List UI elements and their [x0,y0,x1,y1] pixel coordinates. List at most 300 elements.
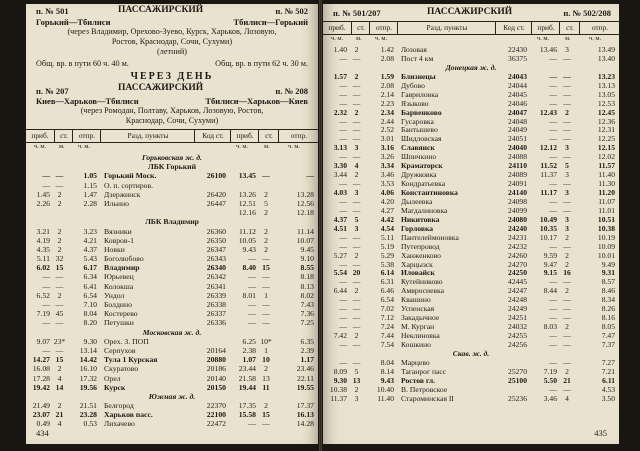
departure-cell: 6.11 [602,375,615,385]
departure-cell: 1.47 [83,189,97,199]
station-cell: Юрьевец [104,272,134,282]
departure-cell: 1.59 [380,71,394,81]
station-cell: Горький Моск. [104,171,157,181]
station-cell: Орел [104,373,121,383]
arrival-cell: — [339,322,347,332]
table-row [323,216,619,225]
stop-cell: 2 [354,45,359,54]
arrival-cell: — [549,196,557,206]
arrival-cell: 7.42 [333,331,347,340]
code-cell: 24249 [508,304,527,314]
stop-cell: — [262,419,270,429]
departure-cell: 11.01 [598,205,615,215]
arrival-cell: 13.26 [238,189,256,199]
stop-cell: — [55,318,64,328]
departure-cell: 12.25 [597,134,615,144]
code-cell: 22430 [508,45,527,54]
stop-cell: 1 [264,290,268,300]
stop-cell: — [55,272,64,282]
departure-cell: 4.21 [83,235,97,245]
stop-cell: 2 [57,364,62,374]
table-row [323,100,619,109]
departure-cell: 11.40 [598,170,615,180]
via-line: (летний) [157,46,187,56]
stop-cell: 2 [354,286,359,296]
arrival-cell: 19.44 [238,382,256,392]
station-cell: Пост 4 км [401,53,434,63]
arrival-cell: 8.01 [242,290,256,300]
railway-section-title: Южная ж. д. [148,391,196,401]
arrival-cell: 4.37 [333,214,347,224]
station-cell: Тула 1 Курская [104,355,158,365]
table-row [26,272,318,281]
stop-cell: 2 [57,198,62,208]
departure-cell: 14.42 [79,355,97,365]
arrival-cell: 2.32 [333,107,347,117]
stop-cell: 2 [57,401,62,411]
departure-cell: 10.40 [376,384,394,394]
code-cell: 26420 [206,189,226,199]
code-cell: 24140 [508,188,527,197]
train-208-label: п. № 208 [275,86,308,96]
stop-cell: 21 [563,375,571,385]
stop-cell: — [352,116,361,126]
stop-cell: — [352,205,361,215]
arrival-cell: 12.12 [539,143,557,153]
departure-cell: 6.54 [380,295,394,305]
table-row [26,309,318,318]
stop-cell: 3 [354,223,359,233]
stop-cell: — [262,281,270,291]
stop-cell: 45 [55,309,64,319]
departure-cell: 3.50 [601,393,615,403]
departure-cell: 9.49 [601,259,615,269]
arrival-cell: 21.49 [32,401,50,411]
departure-cell: 7.44 [380,331,394,340]
arrival-cell: 11.37 [330,393,347,403]
table-row [26,318,318,327]
route-gorky-tbilisi: Горький—Тбилиси [36,17,111,27]
table-row [323,261,619,270]
table-row [26,383,318,392]
arrival-cell: — [549,295,557,305]
stop-cell: — [262,254,270,264]
arrival-cell: 10.17 [539,232,557,242]
station-cell: Ильино [104,198,129,208]
arrival-cell: 8.09 [333,366,347,376]
departure-cell: 3.34 [380,161,394,171]
arrival-cell: 21.58 [238,373,256,383]
arrival-cell: 8.40 [242,263,256,273]
departure-cell: 8.57 [601,277,615,287]
departure-cell: 7.02 [380,304,394,314]
stop-cell: 3 [565,214,569,224]
departure-cell: 11.20 [598,188,615,197]
arrival-cell: 3.30 [333,161,347,171]
table-row [323,359,619,368]
stop-cell: — [352,277,361,287]
arrival-cell: — [248,300,256,309]
table-row [323,180,619,189]
station-cell: Харьков пасс. [104,410,153,420]
departure-cell: 12.56 [296,198,314,208]
stop-cell: 2 [354,384,359,394]
table-row [323,46,619,55]
table-row [323,91,619,100]
code-cell: 26341 [206,281,226,291]
departure-cell: 10.07 [296,235,314,245]
station-cell: Ундол [104,290,125,300]
stop-cell: 14 [55,382,64,392]
col-departure-2: отпр. [278,130,318,142]
station-cell: Путепровод [401,241,440,251]
stop-cell: — [352,196,361,206]
station-cell: Лихачево [104,419,135,429]
stop-cell: 3 [354,393,359,403]
departure-cell: 5.43 [83,254,97,264]
stop-cell: 10 [262,355,270,365]
route-tbilisi-gorky: Тбилиси—Горький [233,17,308,27]
stop-cell: — [352,313,361,323]
right-title: ПАССАЖИРСКИЙ [427,7,513,17]
arrival-cell: — [339,179,347,189]
arrival-cell: — [549,98,557,108]
departure-cell: 3.16 [380,143,394,153]
arrival-cell: — [549,384,557,394]
stop-cell: — [563,89,571,99]
arrival-cell: — [549,125,557,135]
arrival-cell: 16.08 [32,364,50,374]
code-cell: 24046 [508,98,527,108]
table-row [323,395,619,404]
table-row [26,337,318,346]
code-cell: 24240 [508,223,527,233]
arrival-cell: 15.58 [238,410,256,420]
departure-cell: 13.05 [597,89,615,99]
arrival-cell: — [339,152,347,162]
table-row [323,243,619,252]
col-departure-2: отпр. [579,22,619,34]
table-row [323,126,619,135]
stop-cell: 2 [565,232,569,242]
departure-cell: 3.23 [83,226,97,236]
units-row [26,143,318,151]
stop-cell: — [563,125,571,135]
stop-cell: — [352,232,361,242]
arrival-cell: 11.52 [540,161,557,171]
arrival-cell: 10.05 [238,235,256,245]
arrival-cell: 3.13 [333,143,347,153]
arrival-cell: — [339,116,347,126]
departure-cell: 6.14 [380,268,394,278]
col-station: Разд. пункты [397,22,496,34]
left-page [26,4,318,444]
stop-cell: — [55,300,64,309]
arrival-cell: — [339,304,347,314]
station-cell: Дзержинск [104,189,141,199]
code-cell: 26350 [206,235,226,245]
train-501-207-label: п. № 501/207 [333,8,381,18]
station-cell: Серпухов [104,345,136,355]
departure-cell: 5.38 [380,259,394,269]
departure-cell: 8.55 [300,263,314,273]
arrival-cell: 3.44 [333,170,347,180]
page-number-right: 435 [594,428,607,438]
col-stop-2: ст. [559,22,580,34]
arrival-cell: 4.19 [36,235,50,245]
departure-cell: 6.41 [83,281,97,291]
arrival-cell: 3.21 [36,226,50,236]
departure-cell: 1.05 [83,171,97,181]
unit-label: м. [264,143,270,150]
stop-cell: — [262,272,270,282]
stop-cell: 2 [565,322,569,332]
departure-cell: 8.02 [300,290,314,300]
station-cell: В. Петровское [401,384,448,394]
departure-cell: 7.27 [601,357,615,367]
arrival-cell: — [42,281,50,291]
stop-cell: — [352,125,361,135]
code-cell: 24098 [508,196,527,206]
arrival-cell: — [248,272,256,282]
arrival-cell: 4.51 [333,223,347,233]
arrival-cell: 23.07 [32,410,50,420]
stop-cell: — [262,171,270,181]
stop-cell: — [563,116,571,126]
station-cell: Краматорск [401,161,443,171]
station-cell: Кутейниково [401,277,443,287]
arrival-cell: — [42,180,50,190]
stop-cell: 15 [262,263,270,273]
stop-cell: 5 [354,214,359,224]
col-stop: ст. [54,130,73,142]
table-row [26,263,318,272]
departure-cell: 9.43 [380,375,394,385]
right-timetable-body [323,46,619,404]
arrival-cell: 2.26 [36,198,50,208]
block2-via [26,106,318,126]
stop-cell: 4 [565,393,569,403]
table-row [26,346,318,355]
route-tbilisi-kiev: Тбилиси—Харьков—Киев [205,96,308,106]
stop-cell: 2 [57,189,62,199]
departure-cell: 12.18 [296,208,314,218]
stop-cell: — [563,134,571,144]
station-cell: Староминская II [401,393,454,403]
stop-cell: — [352,89,361,99]
code-cell: 25236 [508,393,527,403]
arrival-cell: 1.45 [36,189,50,199]
station-cell: Дружковка [401,170,437,180]
departure-cell: 11.30 [598,179,615,189]
code-cell: 26360 [206,226,226,236]
stop-cell: — [352,241,361,251]
departure-cell: 13.14 [79,345,97,355]
station-cell: Костерево [104,309,138,319]
code-cell: 24040 [508,143,527,153]
departure-cell: 4.27 [380,205,394,215]
station-cell: Таганрог пасс [401,366,447,376]
page-number-left: 434 [36,428,49,438]
departure-cell: 2.08 [380,80,394,90]
departure-cell: 6.46 [380,286,394,296]
railway-section-title: Донецкая ж. д. [445,62,497,72]
departure-cell: 11.07 [598,196,615,206]
stop-cell: 2 [264,208,268,218]
arrival-cell: 1.40 [333,45,347,54]
depot-subtitle: ЛБК Владимир [145,217,199,227]
arrival-cell: — [339,89,347,99]
departure-cell: 5.19 [380,241,394,251]
departure-cell: 6.31 [380,277,394,287]
arrival-cell: 11.12 [238,226,256,236]
code-cell: 24032 [508,322,527,332]
stop-cell: 15 [55,263,64,273]
departure-cell: 10.01 [597,250,615,260]
code-cell: 22370 [206,401,226,411]
stop-cell: 2 [264,401,268,411]
stop-cell: 2 [354,250,359,260]
table-row [26,236,318,245]
stop-cell: — [563,53,571,63]
arrival-cell: — [42,300,50,309]
stop-cell: 4 [57,419,62,429]
code-cell: 24250 [508,268,527,278]
stop-cell: 13 [262,373,270,383]
station-cell: Иловайск [401,268,435,278]
station-cell: Языково [401,98,429,108]
station-cell: Вязники [104,226,132,236]
table-row [323,305,619,314]
station-cell: Никитовка [401,214,440,224]
code-cell: 42445 [508,277,527,287]
station-cell: Закадычное [401,313,440,323]
code-cell: 20880 [206,355,226,365]
departure-cell: 6.35 [300,336,314,346]
station-cell: Горловка [401,223,434,233]
arrival-cell: 7.19 [36,309,50,319]
departure-cell: 10.19 [597,232,615,242]
code-cell: 26340 [206,263,226,273]
train-207-label: п. № 207 [36,86,69,96]
stop-cell: 2 [57,290,62,300]
stop-cell: — [563,313,571,323]
table-row [323,144,619,153]
departure-cell: 7.47 [601,331,615,340]
departure-cell: 1.42 [380,45,394,54]
table-row [323,118,619,127]
departure-cell: 8.04 [83,309,97,319]
departure-cell: 8.26 [601,304,615,314]
stop-cell: — [55,180,64,190]
arrival-cell: 6.52 [36,290,50,300]
departure-cell: 3.26 [380,152,394,162]
station-cell: О. п. сортиров. [104,180,154,190]
stop-cell: 1 [264,345,268,355]
departure-cell: 3.01 [380,134,394,144]
station-cell: Болдино [104,300,132,309]
arrival-cell: 9.30 [333,375,347,385]
departure-cell: 8.18 [300,272,314,282]
arrival-cell: 9.43 [242,244,256,254]
arrival-cell: — [339,53,347,63]
arrival-cell: 13.45 [238,171,256,181]
stop-cell: 2 [57,226,62,236]
departure-cell: 6.34 [83,272,97,282]
stop-cell: — [563,241,571,251]
departure-cell: 3.46 [380,170,394,180]
table-row [323,207,619,216]
departure-cell: 11.40 [377,393,394,403]
arrival-cell: — [549,277,557,287]
stop-cell: 2 [57,235,62,245]
arrival-cell: 11.37 [540,170,557,180]
departure-cell: 8.46 [601,286,615,296]
table-row [26,245,318,254]
arrival-cell: 12.16 [238,208,256,218]
table-row [26,171,318,180]
station-cell: Петушки [104,318,134,328]
travel-time-left: Общ. вр. в пути 60 ч. 40 м. [36,59,129,68]
code-cell: 24248 [508,295,527,305]
code-cell: 24088 [508,152,527,162]
departure-cell: 0.53 [83,419,97,429]
stop-cell: — [563,71,571,81]
col-code: Код ст. [495,22,532,34]
table-row [26,190,318,199]
departure-cell: 7.25 [300,318,314,328]
stop-cell: 2 [264,244,268,254]
unit-label: м. [59,143,65,150]
stop-cell: 2 [264,364,268,374]
arrival-cell: 14.27 [32,355,50,365]
arrival-cell: — [339,295,347,305]
stop-cell: 2 [264,226,268,236]
departure-cell: 7.43 [300,300,314,309]
station-cell: Марцево [401,357,430,367]
code-cell: 24110 [508,161,527,171]
departure-cell: 4.06 [380,188,394,197]
station-cell: Скуратово [104,364,139,374]
table-row [323,314,619,323]
arrival-cell: — [339,125,347,135]
departure-cell: 12.02 [597,152,615,162]
stop-cell: 2 [354,107,359,117]
departure-cell: 2.14 [380,89,394,99]
departure-cell: 7.36 [300,309,314,319]
stop-cell: 3 [354,143,359,153]
departure-cell: 16.10 [79,364,97,374]
arrival-cell: 10.38 [329,384,347,394]
station-cell: Харцызск [401,259,433,269]
arrival-cell: — [339,134,347,144]
stop-cell: — [563,331,571,340]
stop-cell: — [352,304,361,314]
table-row [26,227,318,236]
code-cell: 24091 [508,179,527,189]
stop-cell: 4 [354,161,359,171]
code-cell: 26100 [206,171,226,181]
departure-cell: 9.31 [601,268,615,278]
stop-cell: 4 [57,373,62,383]
arrival-cell: 5.11 [36,254,50,264]
arrival-cell: 17.35 [238,401,256,411]
arrival-cell: — [339,259,347,269]
station-cell: Неклиновка [401,331,440,340]
stop-cell: 3 [354,188,359,197]
departure-cell: 12.15 [597,143,615,153]
departure-cell: 2.34 [380,107,394,117]
